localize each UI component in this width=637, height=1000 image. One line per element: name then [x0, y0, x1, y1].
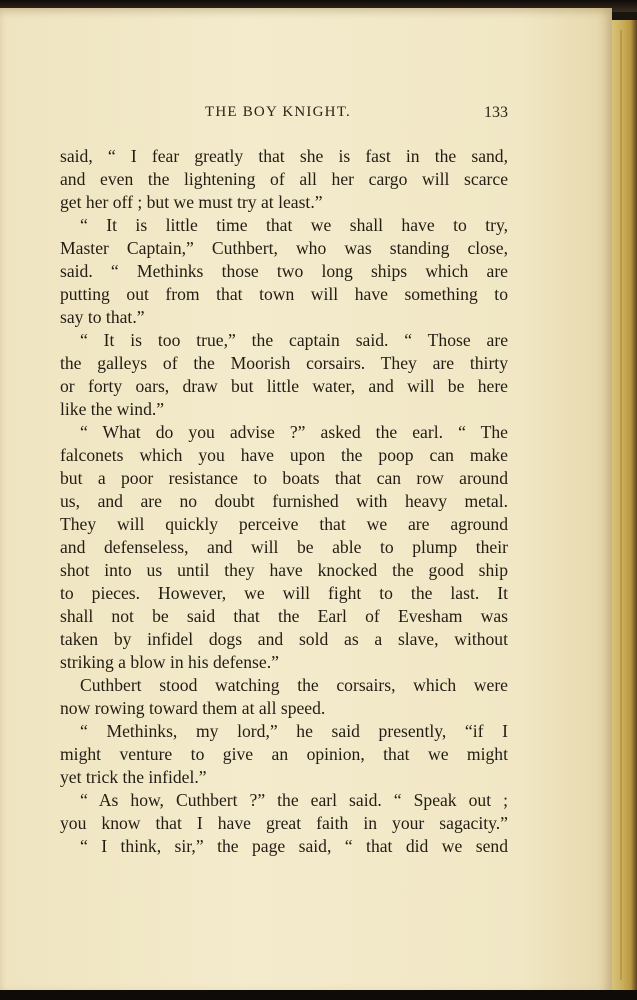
- page-edges: [612, 20, 637, 990]
- body-text: [60, 145, 508, 858]
- text-line: the galleys of the Moorish corsairs. They are thirty: [60, 353, 508, 373]
- text-line: you know that I have great faith in your sagacity.”: [60, 813, 508, 833]
- page-edge-line: [620, 30, 622, 980]
- text-line: “ What do you advise ?” asked the earl. “ The: [80, 422, 508, 442]
- text-line: yet trick the infidel.”: [60, 767, 207, 787]
- text-line: striking a blow in his defense.”: [60, 652, 279, 672]
- text-line: “ I think, sir,” the page said, “ that did we send: [80, 836, 508, 856]
- running-head: [60, 104, 508, 128]
- text-line: said. “ Methinks those two long ships which are: [60, 261, 508, 281]
- text-line: shall not be said that the Earl of Evesham was: [60, 606, 508, 626]
- text-line: like the wind.”: [60, 399, 165, 419]
- text-line: taken by infidel dogs and sold as a slave, without: [60, 629, 508, 649]
- text-line: shot into us until they have knocked the good ship: [60, 560, 508, 580]
- text-line: falconets which you have upon the poop can make: [60, 445, 508, 465]
- text-line: They will quickly perceive that we are aground: [60, 514, 508, 534]
- text-line: but a poor resistance to boats that can row around: [60, 468, 508, 488]
- text-line: said, “ I fear greatly that she is fast in the sand,: [60, 146, 508, 166]
- text-line: “ Methinks, my lord,” he said presently, “if I: [80, 721, 508, 741]
- text-line: get her off ; but we must try at least.”: [60, 192, 323, 212]
- text-line: Cuthbert stood watching the corsairs, which were: [80, 675, 508, 695]
- text-line: putting out from that town will have something to: [60, 284, 508, 304]
- page-number: 133: [484, 104, 508, 121]
- running-head-title: THE BOY KNIGHT.: [205, 104, 351, 120]
- text-line: or forty oars, draw but little water, and will be here: [60, 376, 508, 396]
- scan-bottom-shadow: [0, 990, 637, 1000]
- text-line: say to that.”: [60, 307, 145, 327]
- text-line: and even the lightening of all her cargo will scarce: [60, 169, 508, 189]
- text-line: “ It is little time that we shall have to try,: [80, 215, 508, 235]
- text-line: might venture to give an opinion, that we might: [60, 744, 508, 764]
- text-line: now rowing toward them at all speed.: [60, 698, 326, 718]
- text-line: “ As how, Cuthbert ?” the earl said. “ Speak out ;: [80, 790, 508, 810]
- text-line: “ It is too true,” the captain said. “ Those are: [80, 330, 508, 350]
- text-line: and defenseless, and will be able to plump their: [60, 537, 508, 557]
- text-line: Master Captain,” Cuthbert, who was standing close,: [60, 238, 508, 258]
- text-line: to pieces. However, we will fight to the last. It: [60, 583, 508, 603]
- text-line: us, and are no doubt furnished with heavy metal.: [60, 491, 508, 511]
